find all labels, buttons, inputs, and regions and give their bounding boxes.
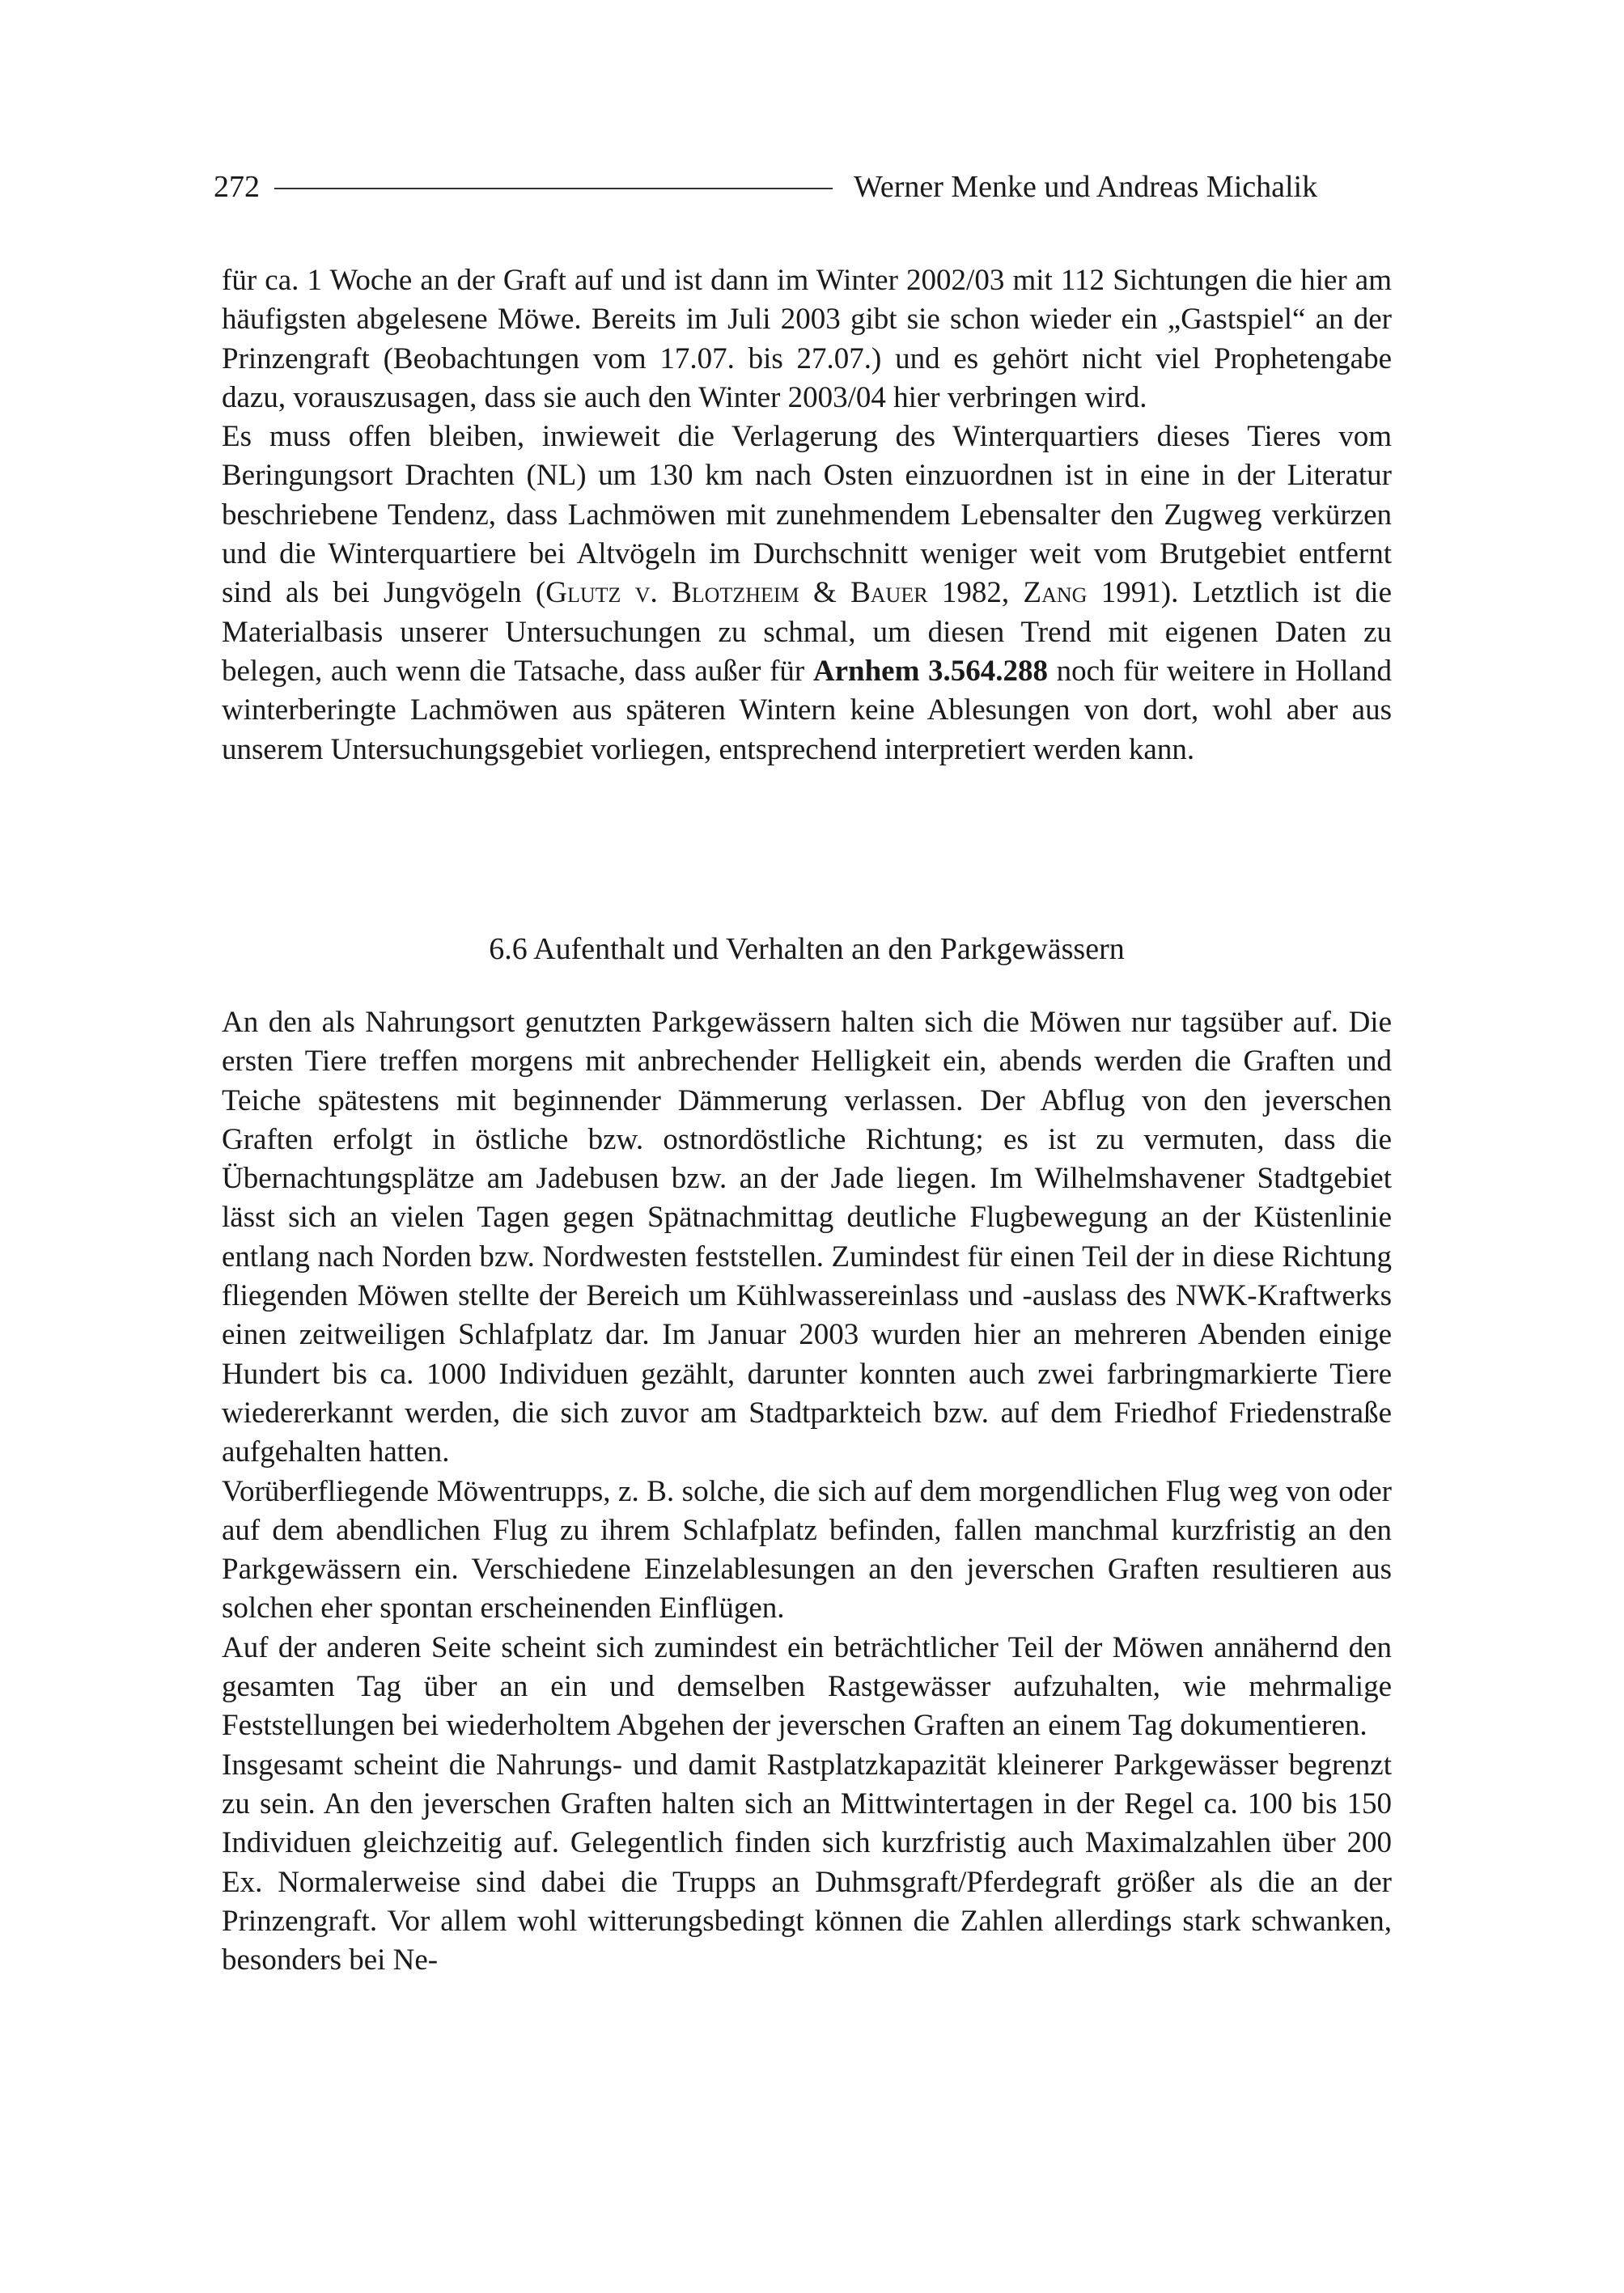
paragraph: Vorüberfliegende Möwentrupps, z. B. solche, die sich auf dem morgendlichen Flug weg von oder auf dem abendlichen Flug zu ihrem Schlafplatz befinden, fallen manchmal kurzfristig an den Parkgewässern ein. Verschiedene Einzelablesungen an den jeverschen Graften resultieren aus solchen eher spontan erscheinenden Einflügen. <box>222 1474 1392 1625</box>
paragraph: Insgesamt scheint die Nahrungs- und damit Rastplatzkapazität kleinerer Parkgewässer begrenzt zu sein. An den jeverschen Graften halten sich an Mittwintertagen in der Regel ca. 100 bis 150 Individuen gleichzeitig auf. Gelegentlich finden sich kurzfristig auch Maximalzahlen über 200 Ex. Normalerweise sind dabei die Trupps an Duhmsgraft/Pferdegraft größer als die an der Prinzengraft. Vor allem wohl witterungsbedingt können die Zahlen allerdings stark schwanken, besonders bei Ne- <box>222 1748 1392 1977</box>
running-header <box>214 159 1401 215</box>
page-number: 272 <box>214 170 260 204</box>
citation-author: Zang <box>1023 576 1088 610</box>
text-run: Es muss offen bleiben, inwieweit die Verlagerung des Winterquartiers dieses Tieres vom Beringungsort Drachten (NL) um 130 km nach Osten einzuordnen ist in eine in der Literatur beschriebene Tendenz, dass Lachmöwen mit zunehmendem Lebensalter den Zugweg verkürzen und die Winterquartiere bei Altvögeln im Durchschnitt weniger weit vom Brutgebiet entfernt sind als bei Jungvögeln ( <box>222 420 1392 610</box>
text-block-lower <box>222 1003 1392 1980</box>
header-rule <box>274 188 833 189</box>
paragraph: Auf der anderen Seite scheint sich zumindest ein beträchtlicher Teil der Möwen annähernd den gesamten Tag über an ein und demselben Rastgewässer aufzuhalten, wie mehrmalige Feststellungen bei wiederholtem Abgehen der jeverschen Graften an einem Tag dokumentieren. <box>222 1630 1392 1743</box>
citation-author: Bauer <box>850 576 928 610</box>
paragraph <box>222 417 1392 769</box>
ring-id-bold: Arnhem 3.564.288 <box>812 654 1049 688</box>
text-run: noch für weitere in Holland winterberingte Lachmöwen aus späteren Wintern keine Ablesungen von dort, wohl aber aus unserem Untersuchungsgebiet vorliegen, entsprechend interpretiert werden kann. <box>222 654 1392 766</box>
paragraph: An den als Nahrungsort genutzten Parkgewässern halten sich die Möwen nur tagsüber auf. Die ersten Tiere treffen morgens mit anbrechender Helligkeit ein, abends werden die Graften und Teiche spätestens mit beginnender Dämmerung verlassen. Der Abflug von den jeverschen Graften erfolgt in östliche bzw. ostnordöstliche Richtung; es ist zu vermuten, dass die Übernachtungsplätze am Jadebusen bzw. an der Jade liegen. Im Wilhelmshavener Stadtgebiet lässt sich an vielen Tagen gegen Spätnachmittag deutliche Flugbewegung an der Küstenlinie entlang nach Norden bzw. Nordwesten feststellen. Zumindest für einen Teil der in diese Richtung fliegenden Möwen stellte der Bereich um Kühlwassereinlass und -auslass des NWK-Kraftwerks einen zeitweiligen Schlafplatz dar. Im Januar 2003 wurden hier an mehreren Abenden einige Hundert bis ca. 1000 Individuen gezählt, darunter konnten auch zwei farbringmarkierte Tiere wiedererkannt werden, die sich zuvor am Stadtparkteich bzw. auf dem Friedhof Friedenstraße aufgehalten hatten. <box>222 1006 1392 1469</box>
running-title: Werner Menke und Andreas Michalik <box>854 170 1318 204</box>
paragraph: für ca. 1 Woche an der Graft auf und ist dann im Winter 2002/03 mit 112 Sichtungen die hier am häufigsten abgelesene Möwe. Bereits im Juli 2003 gibt sie schon wieder ein „Gastspiel“ an der Prinzengraft (Beobachtungen vom 17.07. bis 27.07.) und es gehört nicht viel Prophetengabe dazu, vorauszusagen, dass sie auch den Winter 2003/04 hier verbringen wird. <box>222 264 1392 414</box>
text-run: 1991). Letztlich ist die Materialbasis unserer Untersuchungen zu schmal, um diesen Trend mit eigenen Daten zu belegen, auch wenn die Tatsache, dass außer für <box>222 576 1392 688</box>
citation-author: Glutz v. Blotzheim <box>545 576 799 610</box>
text-run: 1982, <box>927 576 1024 610</box>
text-run: & <box>799 576 851 610</box>
text-block-upper <box>222 261 1392 769</box>
section-heading: 6.6 Aufenthalt und Verhalten an den Parkgewässern <box>489 932 1125 966</box>
